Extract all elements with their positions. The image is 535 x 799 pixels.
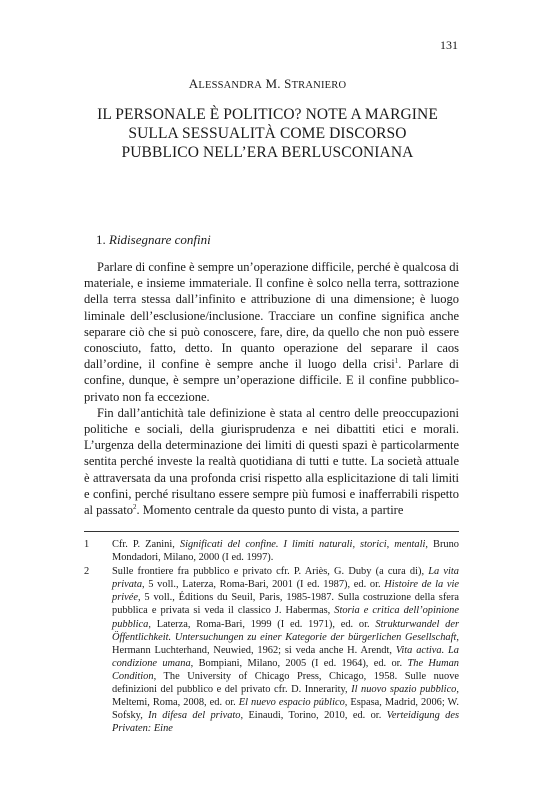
paragraph-2-text-b: . Momento centrale da questo punto di vista, a partire (136, 503, 404, 518)
page-number: 131 (440, 38, 458, 52)
paragraph-2 (84, 405, 459, 518)
title-line-3: PUBBLICO NELL’ERA BERLUSCONIANA (121, 144, 414, 161)
footnote-number: 1 (84, 539, 90, 550)
paragraph-2-text-a: Fin dall’antichità tale definizione è stata al centro delle preoccupazioni politiche e sociali, della giurisprudenza e nei dibattiti etici e morali. L’urgenza della determinazione dei limiti di questi spazi è particolarmente sentita perché investe la realtà quotidiana di tutti e tutte. La società attuale è attraversata da una profonda crisi rispetto alla esplicitazione di tali limiti e confini, perché risultano essere sempre più fumosi e inafferrabili rispetto al passato (84, 405, 459, 518)
section-title: Ridisegnare confini (109, 232, 211, 247)
paragraph-1 (84, 259, 459, 405)
author-name (0, 76, 535, 92)
footnote-1 (84, 538, 459, 564)
body-text (84, 259, 459, 518)
article-title (80, 105, 455, 162)
title-line-1: IL PERSONALE È POLITICO? NOTE A MARGINE (97, 106, 438, 123)
author-last-name: STRANIERO (284, 76, 347, 91)
footnote-text: Cfr. P. Zanini, Significati del confine. I limiti naturali, storici, mentali, Bruno Mondadori, Milano, 2000 (I ed. 1997). (112, 539, 459, 564)
title-line-2: SULLA SESSUALITÀ COME DISCORSO (128, 125, 407, 142)
footnote-2 (84, 565, 459, 735)
section-heading (96, 232, 211, 248)
footnote-number: 2 (84, 566, 90, 578)
footnote-separator (84, 531, 459, 532)
author-middle-initial: M. (265, 76, 281, 91)
author-first-name: ALESSANDRA (188, 76, 262, 91)
footnote-ref-1[interactable]: 1 (394, 357, 399, 366)
footnote-text: Sulle frontiere fra pubblico e privato cfr. P. Ariès, G. Duby (a cura di), La vita privata, 5 voll., Laterza, Roma-Bari, 2001 (I ed. 1987), ed. or. Histoire de la vie privée, 5 voll., Éditions du Seuil, Paris, 1985-1987. Sulla costruzione della sfera pubblica e privata si veda il classico J. Habermas, Storia e critica dell’opinione pubblica, Laterza, Roma-Bari, 1999 (I ed. 1971), ed. or. Strukturwandel der Öffentlichkeit. Untersuchungen zu einer Kategorie der bürgerlichen Gesellschaft, Hermann Luchterhand, Neuwied, 1962; si veda anche H. Arendt, Vita activa. La condizione umana, Bompiani, Milano, 2005 (I ed. 1964), ed. or. The Human Condition, The University of Chicago Press, Chicago, 1958. Sulle nuove definizioni del pubblico e del privato cfr. D. Innerarity, Il nuovo spazio pubblico, Meltemi, Roma, 2008, ed. or. El nuevo espacio público, Espasa, Madrid, 2006; W. Sofsky, In difesa del privato, Einaudi, Torino, 2010, ed. or. Verteidigung des Privaten: Eine (112, 566, 460, 735)
footnote-ref-2[interactable]: 2 (132, 502, 137, 511)
paragraph-1-text-a: Parlare di confine è sempre un’operazione difficile, perché è qualcosa di materiale, e insieme immateriale. Il confine è solco nella terra, sottrazione della terra stessa dall’infinito e attribuzione di una dimensione; è luogo liminale dell’esclusione/inclusione. Tracciare un confine significa anche separare ciò che si può conoscere, fare, dire, da quello che non può essere conosciuto, fatto, detto. In quanto operazione del separare il caos dall’ordine, il confine è sempre anche il luogo della crisi (84, 260, 459, 372)
paragraph-1-text-b: . Parlare di confine, dunque, è sempre un’operazione difficile. E il confine pubblico-privato non fa eccezione. (84, 357, 459, 404)
section-number: 1. (96, 232, 106, 247)
footnotes (84, 538, 459, 736)
